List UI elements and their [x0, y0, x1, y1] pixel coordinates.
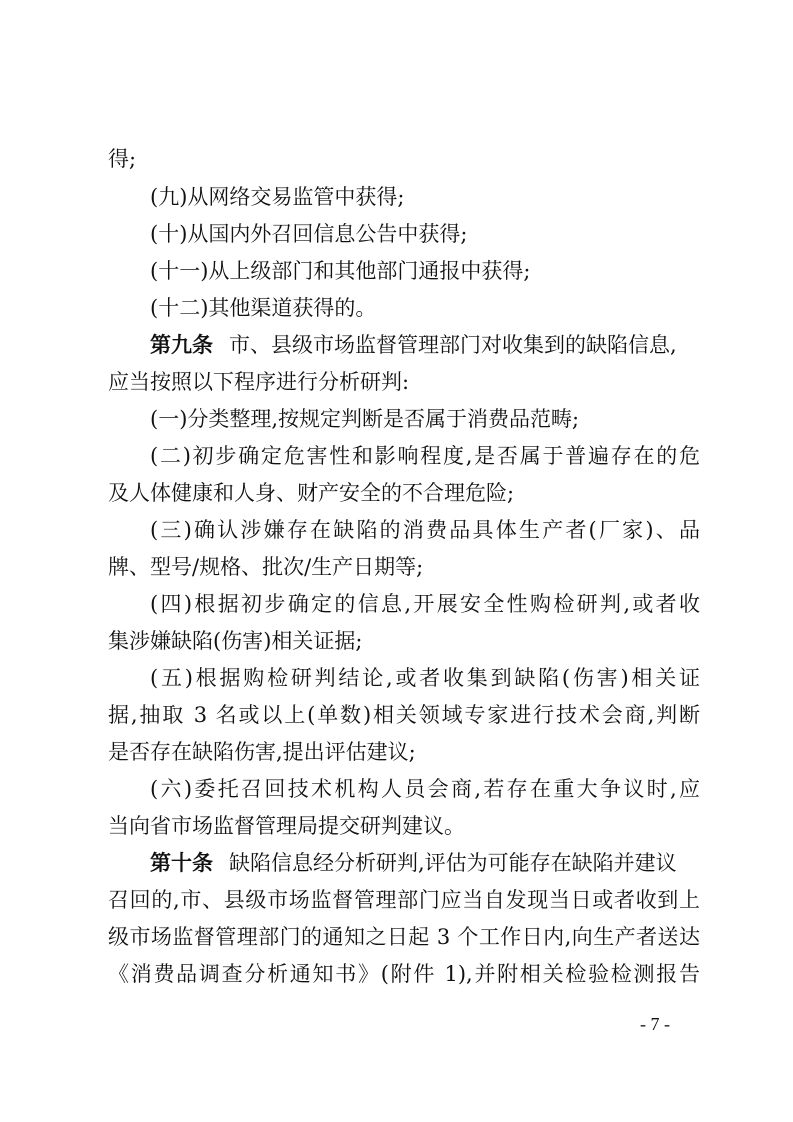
text-line: 召回的,市、县级市场监督管理部门应当自发现当日或者收到上 — [108, 888, 700, 912]
text-line: 集涉嫌缺陷(伤害)相关证据; — [108, 629, 363, 653]
text-line: 缺陷信息经分析研判,评估为可能存在缺陷并建议 — [229, 851, 677, 875]
list-item: (六)委托召回技术机构人员会商,若存在重大争议时,应 — [150, 777, 700, 801]
list-item: (四)根据初步确定的信息,开展安全性购检研判,或者收 — [150, 592, 700, 616]
article-9-first-line — [150, 326, 700, 364]
text-line: 是否存在缺陷伤害,提出评估建议; — [108, 740, 416, 764]
text-line: 据,抽取 3 名或以上(单数)相关领域专家进行技术会商,判断 — [108, 703, 700, 727]
text-line: 应当按照以下程序进行分析研判: — [108, 370, 410, 394]
text-line: 牌、型号/规格、批次/生产日期等; — [108, 555, 424, 579]
list-item: (五)根据购检研判结论,或者收集到缺陷(伤害)相关证 — [150, 666, 700, 690]
text-line: 得; — [108, 147, 137, 171]
list-item: (一)分类整理,按规定判断是否属于消费品范畴; — [150, 407, 580, 431]
article-10-first-line — [150, 844, 700, 882]
text-line: 市、县级市场监督管理部门对收集到的缺陷信息, — [229, 333, 677, 357]
list-item: (二)初步确定危害性和影响程度,是否属于普遍存在的危 — [150, 444, 700, 468]
text-line: 当向省市场监督管理局提交研判建议。 — [108, 814, 465, 838]
list-item: (十一)从上级部门和其他部门通报中获得; — [150, 259, 531, 283]
article-9-heading: 第九条 — [150, 332, 213, 357]
list-item: (十)从国内外召回信息公告中获得; — [150, 222, 468, 246]
text-line: 及人体健康和人身、财产安全的不合理危险; — [108, 481, 515, 505]
text-line: 《消费品调查分析通知书》(附件 1),并附相关检验检测报告 — [108, 962, 700, 986]
text-line: 级市场监督管理部门的通知之日起 3 个工作日内,向生产者送达 — [108, 925, 700, 949]
list-item: (九)从网络交易监管中获得; — [150, 185, 405, 209]
page-number: - 7 - — [640, 1014, 670, 1034]
list-item: (三)确认涉嫌存在缺陷的消费品具体生产者(厂家)、品 — [150, 518, 700, 542]
list-item: (十二)其他渠道获得的。 — [150, 296, 377, 320]
article-10-heading: 第十条 — [150, 850, 213, 875]
